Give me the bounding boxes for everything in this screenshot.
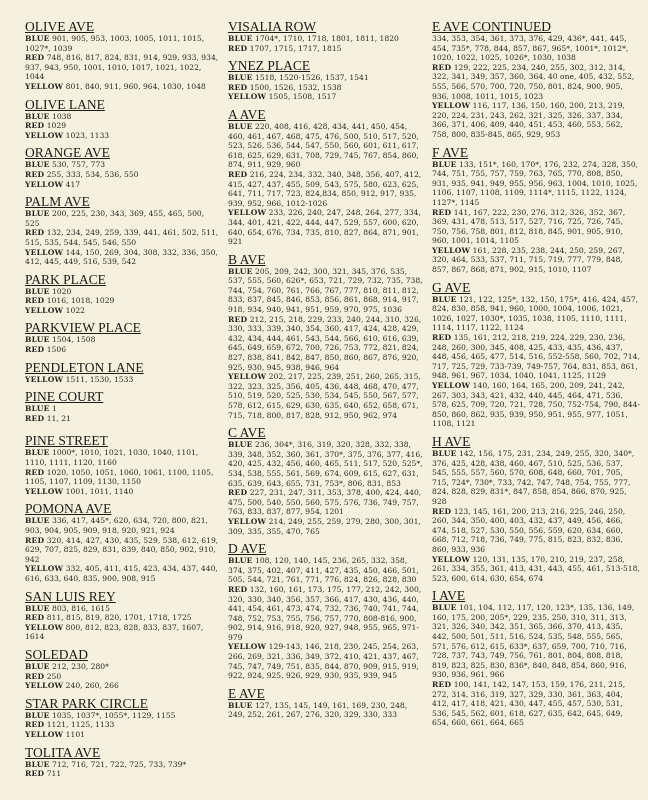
address-numbers: 1121, 1125, 1133 — [46, 720, 115, 730]
color-label: RED — [25, 121, 45, 131]
address-numbers: 1020 — [51, 286, 72, 296]
address-numbers: 1101 — [65, 729, 85, 739]
address-line-red — [228, 315, 424, 373]
address-line-red — [25, 468, 221, 487]
address-line-yellow — [25, 487, 221, 497]
address-numbers: 417 — [65, 179, 81, 189]
address-line-yellow — [25, 564, 221, 583]
street-section-parkview-place — [25, 321, 221, 354]
address-numbers: 100, 141, 142, 147, 153, 159, 176, 211, 215, 272, 314, 316, 319, 327, 329, 330, 361, 363, 404, 412, 417, 418, 421, 430, 447, 455, 457, 530, 531, 536, 545, 562, 601, 618, 627, 635, 642, 645, 649, 654, 660, 661, 664, 665 — [432, 680, 626, 728]
color-label: RED — [25, 671, 45, 681]
address-line-blue — [228, 440, 424, 488]
street-section-pomona-ave — [25, 502, 221, 583]
address-line-red — [25, 53, 221, 82]
address-numbers: 712, 716, 721, 722, 725, 733, 739* — [51, 759, 187, 769]
street-section-visalia-row — [228, 20, 424, 53]
color-label: RED — [228, 169, 248, 179]
color-label: RED — [432, 506, 452, 516]
street-section-g-ave — [432, 281, 642, 429]
street-section-f-ave — [432, 146, 642, 275]
street-section-ynez-place — [228, 59, 424, 102]
address-numbers: 123, 145, 161, 200, 213, 216, 225, 246, 250, 260, 344, 350, 400, 403, 432, 437, 449, 456, 466, 474, 518, 527, 530, 550, 556, 559, 620, 634, 660, 668, 712, 718, 736, 749, 775, 815, 823, 832, 836, 860, 933, 936 — [432, 506, 626, 554]
address-numbers: 240, 260, 266 — [65, 681, 119, 691]
street-section-star-park-circle — [25, 697, 221, 740]
color-label: RED — [25, 345, 45, 355]
address-numbers: 205, 209, 242, 300, 321, 345, 376, 535, 537, 555, 560, 626*, 653, 721, 729, 732, 735, 738, 744, 754, 760, 761, 766, 767, 777, 810, 811, 812, 833, 837, 845, 846, 853, 856, 861, 868, 914, 917, 918, 934, 940, 941, 951, 959, 970, 975, 1036 — [228, 266, 423, 315]
color-label: YELLOW — [432, 101, 471, 111]
street-section-d-ave — [228, 542, 424, 681]
color-label: BLUE — [228, 266, 253, 276]
street-section-e-ave-continued — [432, 20, 642, 140]
address-line-red — [25, 345, 221, 355]
address-line-red — [25, 296, 221, 306]
address-numbers: 129, 222, 225, 234, 240, 255, 302, 312, 314, 322, 341, 349, 357, 360, 364, 40 one, 405, 432, 552, 555, 566, 570, 700, 720, 750, 801, 824, 900, 905, 936, 1008, 1011, 1015, 1023 — [432, 62, 635, 101]
street-name: C AVE — [228, 425, 266, 441]
address-numbers: 140, 160, 164, 165, 200, 209, 241, 242, 267, 303, 343, 421, 432, 440, 445, 464, 471, 536, 578, 625, 709, 720, 721, 728, 750, 752-754, 790, 844-850, 860, 862, 935, 939, 950, 951, 955, 977, 1051, 1108, 1121 — [432, 381, 641, 429]
street-name: D AVE — [228, 541, 267, 557]
color-label: YELLOW — [25, 374, 64, 384]
address-numbers: 132, 234, 249, 259, 339, 441, 461, 502, 511, 515, 535, 544, 545, 546, 550 — [25, 228, 219, 247]
color-label: YELLOW — [25, 681, 64, 691]
address-line-yellow — [25, 623, 221, 642]
color-label: BLUE — [25, 111, 50, 121]
address-line-red — [432, 208, 642, 246]
street-section-c-ave — [228, 426, 424, 536]
address-line-continued — [432, 34, 642, 63]
street-name: YNEZ PLACE — [228, 58, 311, 74]
street-name: PARKVIEW PLACE — [25, 320, 141, 336]
color-label: RED — [25, 613, 45, 623]
address-line-red — [25, 536, 221, 565]
address-numbers: 1500, 1526, 1532, 1538 — [249, 82, 342, 92]
address-numbers: 332, 405, 411, 415, 423, 434, 437, 440, 616, 633, 640, 835, 900, 908, 915 — [25, 564, 218, 583]
color-label: RED — [432, 680, 452, 690]
address-numbers: 101, 104, 112, 117, 120, 123*, 135, 136, 149, 160, 175, 200, 205*, 229, 235, 250, 310, 311, 313, 321, 326, 340, 342, 351, 365, 366, 370, 413, 435, 442, 500, 501, 511, 516, 524, 535, 548, 555, 565, 571, 576, 612, 615, 633*, 637, 659, 700, 710, 716, 728, 737, 743, 749, 756, 761, 801, 804, 808, 818, 819, 823, 825, 830, 836*, 840, 848, 854, 860, 916, 930, 936, 961, 966 — [432, 603, 635, 680]
address-numbers: 132, 160, 161, 173, 175, 177, 212, 242, 300, 320, 330, 340, 356, 357, 366, 417, 430, 436, 440, 441, 454, 461, 473, 474, 732, 736, 740, 741, 744, 748, 752, 753, 755, 756, 757, 770, 808-816, 900, 902, 914, 916, 918, 920, 927, 948, 955, 965, 971-979 — [228, 584, 422, 642]
color-label: BLUE — [228, 700, 253, 710]
address-numbers: 250 — [46, 671, 62, 681]
address-numbers: 11, 21 — [46, 413, 71, 423]
address-numbers: 141, 167, 222, 230, 276, 312, 326, 352, 367, 369, 431, 478, 513, 517, 527, 716, 725, 726, 745, 750, 756, 758, 801, 812, 818, 845, 901, 905, 910, 960, 1001, 1014, 1105 — [432, 207, 626, 246]
address-numbers: 129-143, 146, 218, 230, 245, 254, 263, 266, 269, 321, 336, 349, 372, 410, 421, 437, 467, 745, 747, 749, 751, 835, 844, 870, 909, 915, 919, 922, 924, 925, 926, 929, 930, 935, 939, 945 — [228, 642, 419, 681]
address-line-yellow — [25, 375, 221, 385]
street-section-pendleton-lane — [25, 361, 221, 385]
color-label: BLUE — [228, 73, 253, 83]
street-name: PINE STREET — [25, 433, 108, 449]
address-line-red — [432, 333, 642, 381]
color-label: RED — [432, 333, 452, 343]
color-label: RED — [25, 720, 45, 730]
street-name: PARK PLACE — [25, 271, 106, 287]
color-label: BLUE — [228, 121, 253, 131]
color-label: YELLOW — [228, 642, 267, 652]
address-line-red — [25, 672, 221, 682]
address-line-blue — [25, 662, 221, 672]
color-label: RED — [25, 53, 45, 63]
color-label: BLUE — [432, 448, 457, 458]
color-label: BLUE — [25, 335, 50, 345]
address-line-blue — [25, 760, 221, 770]
color-label: RED — [228, 584, 248, 594]
address-numbers: 1 — [51, 404, 57, 414]
address-line-red — [228, 585, 424, 643]
address-numbers: 116, 117, 136, 150, 160, 200, 213, 219, 220, 224, 231, 243, 262, 321, 325, 326, 337, 334, 366, 371, 406, 409, 440, 451, 453, 460, 553, 562, 758, 800, 835-845, 865, 929, 953 — [432, 101, 625, 139]
address-line-blue — [228, 122, 424, 170]
address-line-red — [25, 613, 221, 623]
address-numbers: 133, 151*, 160, 170*, 176, 232, 274, 328, 350, 744, 751, 755, 757, 759, 763, 765, 770, 808, 850, 931, 935, 941, 949, 955, 956, 963, 1004, 1010, 1025, 1106, 1107, 1108, 1109, 1114*, 1115, 1122, 1124, 1127*, 1145 — [432, 159, 639, 207]
address-line-red — [25, 720, 221, 730]
color-label: RED — [25, 413, 45, 423]
address-numbers: 1505, 1508, 1517 — [268, 92, 337, 102]
address-numbers: 108, 120, 140, 145, 236, 265, 332, 358, 374, 375, 402, 407, 411, 427, 435, 450, 466, 501, 505, 544, 721, 761, 771, 776, 824, 826, 828, 830 — [228, 556, 419, 585]
address-numbers: 1038 — [51, 111, 72, 121]
street-name: E AVE CONTINUED — [432, 20, 551, 34]
street-name: A AVE — [228, 106, 266, 122]
address-numbers: 1022 — [65, 305, 85, 315]
color-label: BLUE — [228, 34, 253, 43]
address-numbers: 214, 249, 255, 259, 279, 280, 300, 301, 309, 335, 355, 470, 765 — [228, 516, 421, 536]
address-numbers: 220, 408, 416, 428, 434, 441, 450, 454, 460, 461, 467, 468, 475, 476, 500, 510, 517, 520, 523, 526, 536, 544, 547, 550, 560, 601, 611, 617, 618, 625, 629, 631, 708, 729, 745, 767, 854, 860, 874, 911, 929, 960 — [228, 121, 419, 170]
color-label: BLUE — [432, 159, 457, 169]
address-line-blue — [25, 209, 221, 228]
color-label: YELLOW — [25, 81, 64, 91]
address-line-blue — [25, 516, 221, 535]
street-name: PALM AVE — [25, 194, 90, 210]
address-numbers: 1001, 1011, 1140 — [65, 486, 134, 496]
address-line-yellow — [228, 92, 424, 102]
color-label: YELLOW — [25, 564, 64, 574]
street-section-orange-ave — [25, 146, 221, 189]
address-line-blue — [25, 604, 221, 614]
address-line-red — [432, 680, 642, 728]
color-label: BLUE — [228, 440, 253, 450]
color-label: RED — [25, 296, 45, 306]
address-numbers: 1016, 1018, 1029 — [46, 296, 115, 306]
color-label: BLUE — [25, 160, 50, 170]
address-line-blue — [432, 160, 642, 208]
street-name: POMONA AVE — [25, 501, 112, 517]
address-line-red — [25, 170, 221, 180]
street-name: VISALIA ROW — [228, 20, 317, 34]
color-label: BLUE — [432, 294, 457, 304]
color-label: YELLOW — [432, 245, 471, 255]
address-line-blue — [228, 556, 424, 585]
address-line-yellow — [228, 642, 424, 680]
street-section-park-place — [25, 273, 221, 316]
color-label: RED — [228, 314, 248, 324]
address-line-red — [25, 414, 221, 424]
address-line-blue — [25, 112, 221, 122]
color-label: BLUE — [228, 556, 253, 566]
address-numbers: 1504, 1508 — [51, 335, 96, 345]
color-label: YELLOW — [25, 486, 64, 496]
address-numbers: 1020, 1050, 1051, 1060, 1061, 1100, 1105, 1105, 1107, 1109, 1130, 1150 — [25, 467, 214, 487]
color-label: BLUE — [25, 710, 50, 720]
address-line-blue — [25, 335, 221, 345]
street-name: I AVE — [432, 588, 466, 604]
address-line-blue — [432, 603, 642, 680]
address-line-red — [25, 228, 221, 247]
street-name: STAR PARK CIRCLE — [25, 695, 148, 711]
address-line-yellow — [228, 517, 424, 536]
address-numbers: 711 — [46, 769, 62, 779]
address-line-red — [25, 121, 221, 131]
color-label: BLUE — [432, 603, 457, 613]
address-line-blue — [25, 287, 221, 297]
street-name: SAN LUIS REY — [25, 588, 116, 604]
street-section-pine-street — [25, 434, 221, 496]
color-label: YELLOW — [25, 305, 64, 315]
street-name: SOLEDAD — [25, 646, 88, 662]
color-label: YELLOW — [25, 179, 64, 189]
color-label: BLUE — [25, 603, 50, 613]
street-section-i-ave — [432, 589, 642, 728]
address-numbers: 334, 353, 354, 361, 373, 376, 429, 436*, 441, 445, 454, 735*, 778, 844, 857, 867, 965*, 1001*, 1012*, 1020, 1022, 1025, 1026*, 1030, 1038 — [432, 34, 629, 63]
column-2 — [228, 20, 424, 726]
address-line-red — [432, 507, 642, 555]
color-label: RED — [25, 535, 45, 545]
color-label: RED — [432, 207, 452, 217]
color-label: RED — [228, 82, 248, 92]
color-label: YELLOW — [228, 516, 267, 526]
address-numbers: 212, 215, 218, 229, 233, 240, 244, 310, 326, 330, 333, 339, 340, 354, 360, 417, 424, 428, 429, 432, 434, 444, 461, 543, 544, 566, 610, 616, 639, 645, 649, 659, 672, 700, 726, 753, 772, 821, 824, 827, 838, 841, 842, 847, 850, 860, 867, 876, 920, 925, 930, 945, 938, 946, 964 — [228, 314, 422, 372]
address-numbers: 144, 150, 269, 304, 308, 332, 336, 350, 412, 445, 449, 516, 539, 542 — [25, 247, 218, 267]
address-line-blue — [228, 267, 424, 315]
color-label: YELLOW — [432, 554, 471, 564]
address-numbers: 320, 414, 427, 430, 435, 529, 538, 612, 619, 629, 707, 825, 829, 831, 839, 840, 850, 902, 910, 942 — [25, 535, 219, 564]
address-line-yellow — [25, 131, 221, 141]
address-numbers: 803, 816, 1615 — [51, 603, 110, 613]
address-numbers: 901, 905, 953, 1003, 1005, 1011, 1015, 1027*, 1039 — [25, 34, 205, 53]
address-numbers: 135, 161, 212, 218, 219, 224, 229, 230, 236, 248, 260, 300, 345, 408, 425, 433, 435, 436, 437, 448, 456, 465, 477, 514, 516, 552-558, 560, 702, 714, 717, 725, 729, 733-739, 749-757, 764, 831, 853, 861, 948, 961, 967, 1034, 1040, 1041, 1125, 1129 — [432, 333, 640, 381]
street-section-palm-ave — [25, 195, 221, 267]
address-line-yellow — [432, 555, 642, 584]
color-label: RED — [228, 43, 248, 53]
color-label: YELLOW — [432, 381, 471, 390]
address-line-blue — [432, 449, 642, 507]
address-line-blue — [228, 73, 424, 83]
street-name: H AVE — [432, 433, 471, 449]
address-numbers: 1704*, 1710, 1718, 1801, 1811, 1820 — [254, 34, 399, 43]
address-numbers: 161, 228, 235, 238, 244, 250, 259, 267, 320, 464, 533, 537, 711, 715, 719, 777, 779, 848, 857, 867, 868, 871, 902, 915, 1010, 1107 — [432, 245, 625, 275]
address-numbers: 202, 217, 225, 239, 251, 260, 265, 315, 322, 323, 325, 356, 405, 436, 448, 468, 470, 477, 510, 519, 520, 525, 530, 534, 545, 550, 567, 577, 578, 612, 615, 629, 630, 635, 640, 652, 658, 671, 715, 718, 800, 817, 828, 912, 950, 962, 974 — [228, 372, 421, 420]
street-section-h-ave — [432, 435, 642, 583]
address-line-yellow — [25, 681, 221, 691]
address-numbers: 1506 — [46, 345, 67, 355]
address-line-red — [228, 488, 424, 517]
street-name: B AVE — [228, 251, 266, 267]
address-numbers: 121, 122, 125*, 132, 150, 175*, 416, 424, 457, 824, 830, 858, 941, 960, 1000, 1004, 1006, 1021, 1026, 1027, 1030*, 1035, 1038, 1105, 1110, 1111, 1114, 1117, 1122, 1124 — [432, 294, 639, 333]
street-section-olive-lane — [25, 98, 221, 141]
column-1 — [25, 20, 221, 785]
street-name: F AVE — [432, 144, 469, 160]
address-line-blue — [228, 701, 424, 720]
color-label: RED — [228, 488, 248, 498]
address-numbers: 1707, 1715, 1717, 1815 — [249, 43, 342, 53]
address-numbers: 120, 131, 135, 170, 210, 219, 237, 258, 261, 334, 355, 361, 413, 431, 443, 455, 461, 513-518, 523, 600, 614, 630, 654, 674 — [432, 554, 640, 583]
address-numbers: 142, 156, 175, 231, 234, 249, 255, 320, 340*, 376, 425, 428, 438, 460, 467, 510, 525, 536, 537, 545, 555, 557, 560, 570, 608, 648, 660, 701, 705, 715, 724*, 730*, 733, 742, 747, 748, 754, 755, 777, 824, 828, 829, 831*, 847, 858, 854, 866, 870, 925, 928 — [432, 448, 635, 506]
address-line-yellow — [25, 180, 221, 190]
address-line-red — [228, 44, 424, 54]
address-numbers: 800, 812, 823, 828, 833, 837, 1607, 1614 — [25, 622, 204, 642]
address-line-yellow — [432, 246, 642, 275]
color-label: YELLOW — [25, 247, 64, 257]
street-name: PINE COURT — [25, 389, 104, 405]
address-numbers: 336, 417, 445*, 620, 634, 720, 800, 821, 903, 904, 905, 909, 918, 920, 921, 924 — [25, 516, 208, 535]
color-label: RED — [25, 467, 45, 477]
address-line-yellow — [25, 82, 221, 92]
address-numbers: 811, 815, 819, 820, 1701, 1718, 1725 — [46, 613, 192, 623]
address-numbers: 748, 816, 817, 824, 831, 914, 929, 933, 934, 937, 943, 950, 1001, 1010, 1017, 1021, 1022, 1044 — [25, 53, 219, 82]
address-line-blue — [25, 404, 221, 414]
color-label: BLUE — [25, 209, 50, 219]
color-label: YELLOW — [25, 729, 64, 739]
address-numbers: 1000*, 1010, 1021, 1030, 1040, 1101, 1110, 1111, 1120, 1160 — [25, 448, 199, 468]
color-label: BLUE — [25, 404, 50, 414]
address-line-blue — [25, 34, 221, 53]
color-label: YELLOW — [25, 130, 64, 140]
address-line-blue — [25, 448, 221, 467]
color-label: RED — [25, 169, 45, 179]
address-numbers: 1029 — [46, 121, 67, 131]
color-label: BLUE — [25, 516, 50, 526]
street-name: G AVE — [432, 279, 471, 295]
address-numbers: 212, 230, 280* — [51, 661, 109, 671]
street-section-soledad — [25, 648, 221, 691]
color-label: BLUE — [25, 759, 50, 769]
address-numbers: 1518, 1520-1526, 1537, 1541 — [254, 73, 369, 83]
color-label: RED — [432, 62, 452, 72]
address-line-red — [25, 769, 221, 779]
address-line-yellow — [432, 101, 642, 139]
address-numbers: 216, 224, 234, 332, 340, 348, 356, 407, 412, 415, 427, 437, 455, 509, 543, 575, 580, 623, 625, 641, 711, 717, 723, 824,834, 850, 912, 917, 935, 939, 952, 966, 1012-1026 — [228, 169, 422, 208]
address-numbers: 255, 333, 534, 536, 550 — [46, 169, 139, 179]
address-numbers: 1035, 1037*, 1055*, 1129, 1155 — [51, 710, 176, 720]
address-numbers: 1511, 1530, 1533 — [65, 374, 134, 384]
color-label: RED — [25, 769, 45, 779]
address-line-blue — [25, 711, 221, 721]
street-section-san-luis-rey — [25, 590, 221, 642]
street-section-a-ave — [228, 108, 424, 247]
street-section-e-ave — [228, 687, 424, 720]
address-line-red — [228, 170, 424, 208]
color-label: BLUE — [25, 448, 50, 458]
street-section-b-ave — [228, 253, 424, 421]
address-line-blue — [432, 295, 642, 333]
address-numbers: 530, 757, 773 — [51, 160, 106, 170]
color-label: BLUE — [25, 661, 50, 671]
street-name: PENDLETON LANE — [25, 359, 144, 375]
address-line-blue — [228, 34, 424, 44]
address-line-red — [228, 83, 424, 93]
street-section-tolita-ave — [25, 746, 221, 779]
street-name: OLIVE LANE — [25, 96, 105, 112]
address-line-red — [432, 63, 642, 101]
address-line-yellow — [228, 208, 424, 246]
address-numbers: 127, 135, 145, 149, 161, 169, 230, 248, 249, 252, 261, 267, 276, 320, 329, 330, 333 — [228, 700, 408, 720]
street-section-olive-ave — [25, 20, 221, 92]
street-name: OLIVE AVE — [25, 20, 95, 34]
address-numbers: 227, 231, 247, 311, 353, 378, 400, 424, 440, 475, 500, 540, 550, 560, 575, 576, 736, 749, 757, 763, 833, 837, 877, 954, 1201 — [228, 488, 422, 517]
street-name: E AVE — [228, 685, 265, 701]
address-numbers: 1023, 1133 — [65, 130, 110, 140]
color-label: RED — [25, 228, 45, 238]
address-line-blue — [25, 160, 221, 170]
address-line-yellow — [25, 248, 221, 267]
street-name: TOLITA AVE — [25, 744, 101, 760]
color-label: YELLOW — [228, 372, 267, 382]
column-3 — [432, 20, 642, 734]
street-name: ORANGE AVE — [25, 145, 110, 161]
color-label: YELLOW — [228, 92, 267, 102]
color-label: YELLOW — [228, 208, 267, 218]
address-numbers: 200, 225, 230, 343, 369, 455, 465, 500, 525 — [25, 209, 205, 228]
color-label: BLUE — [25, 34, 50, 43]
street-section-pine-court — [25, 390, 221, 423]
address-line-yellow — [25, 306, 221, 316]
address-numbers: 236, 304*, 316, 319, 320, 328, 332, 338, 339, 348, 352, 360, 361, 370*, 375, 376, 377, 416, 420, 425, 432, 456, 460, 465, 511, 517, 520, 525*, 534, 538, 555, 561, 569, 674, 609, 615, 627, 631, 635, 639, 643, 655, 731, 753*, 806, 831, 853 — [228, 440, 423, 488]
address-line-yellow — [432, 381, 642, 429]
address-line-yellow — [25, 730, 221, 740]
address-line-yellow — [228, 372, 424, 420]
address-numbers: 233, 226, 240, 247, 248, 264, 277, 334, 344, 401, 421, 422, 444, 447, 529, 557, 600, 620, 640, 654, 676, 734, 735, 810, 827, 864, 871, 901, 921 — [228, 208, 421, 247]
color-label: BLUE — [25, 286, 50, 296]
color-label: YELLOW — [25, 622, 64, 632]
address-numbers: 801, 840, 911, 960, 964, 1030, 1048 — [65, 81, 206, 91]
